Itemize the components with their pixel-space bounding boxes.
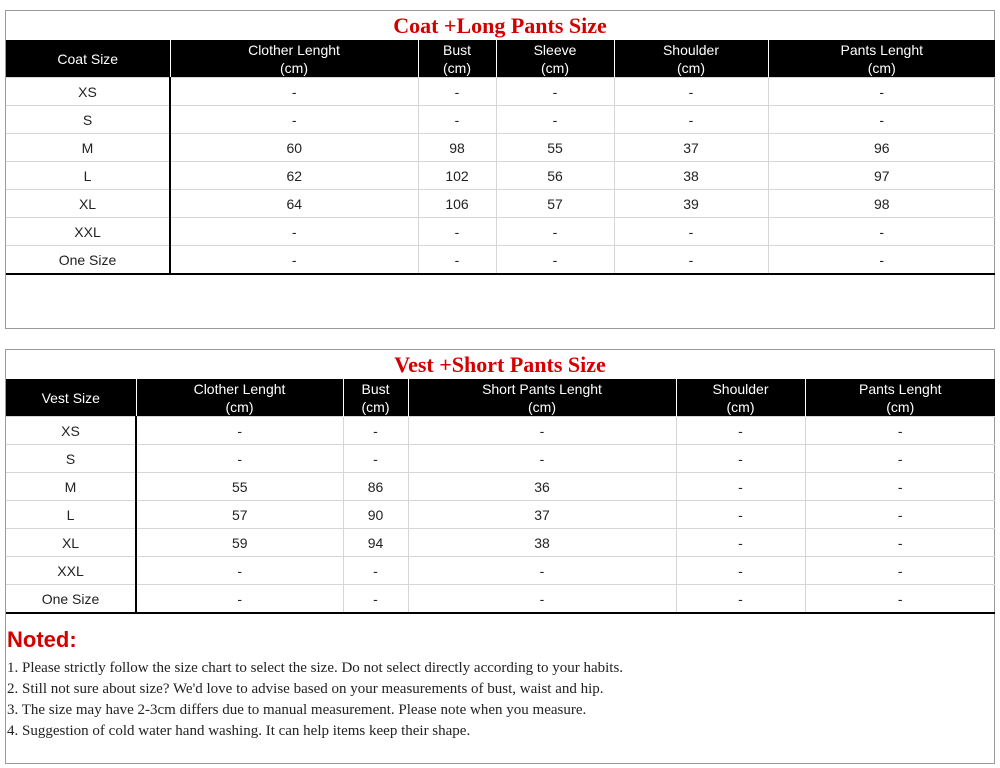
table-cell: 102 xyxy=(418,162,496,190)
table-cell: - xyxy=(408,445,676,473)
table-cell: - xyxy=(676,529,805,557)
table-cell: 57 xyxy=(136,501,343,529)
table-cell: - xyxy=(805,529,995,557)
size-cell: XS xyxy=(6,78,170,106)
table-cell: - xyxy=(496,106,614,134)
table-cell: - xyxy=(496,218,614,246)
table-row xyxy=(6,134,995,162)
table-cell: - xyxy=(768,106,995,134)
coat-size-panel xyxy=(5,10,995,329)
table-row xyxy=(6,78,995,106)
size-cell: XXL xyxy=(6,557,136,585)
coat-header-pants-length: Pants Lenght (cm) xyxy=(768,40,995,78)
table-cell: - xyxy=(418,78,496,106)
table-cell: - xyxy=(136,445,343,473)
size-cell: L xyxy=(6,501,136,529)
table-cell: 86 xyxy=(343,473,408,501)
coat-size-table xyxy=(6,40,995,275)
notes-section xyxy=(6,627,991,742)
table-cell: 56 xyxy=(496,162,614,190)
table-cell: 55 xyxy=(496,134,614,162)
size-cell: L xyxy=(6,162,170,190)
coat-header-size: Coat Size xyxy=(6,40,170,78)
table-cell: 37 xyxy=(614,134,768,162)
table-cell: - xyxy=(676,501,805,529)
table-cell: 62 xyxy=(170,162,418,190)
vest-size-table xyxy=(6,379,995,614)
table-cell: - xyxy=(614,78,768,106)
vest-header-short-pants-length: Short Pants Lenght (cm) xyxy=(408,379,676,417)
table-cell: 37 xyxy=(408,501,676,529)
table-cell: - xyxy=(676,557,805,585)
table-cell: - xyxy=(343,445,408,473)
table-cell: - xyxy=(496,78,614,106)
table-cell: - xyxy=(805,417,995,445)
table-row xyxy=(6,557,995,585)
table-cell: 64 xyxy=(170,190,418,218)
table-cell: - xyxy=(418,218,496,246)
table-cell: - xyxy=(805,585,995,614)
table-cell: - xyxy=(408,585,676,614)
size-cell: S xyxy=(6,445,136,473)
table-cell: 57 xyxy=(496,190,614,218)
size-cell: XL xyxy=(6,190,170,218)
coat-header-sleeve: Sleeve (cm) xyxy=(496,40,614,78)
table-row xyxy=(6,246,995,275)
table-cell: 38 xyxy=(408,529,676,557)
table-row xyxy=(6,218,995,246)
note-line: 3. The size may have 2-3cm differs due to manual measurement. Please note when you measure. xyxy=(7,702,587,718)
table-cell: - xyxy=(805,557,995,585)
table-cell: - xyxy=(676,585,805,614)
vest-header-pants-length: Pants Lenght (cm) xyxy=(805,379,995,417)
table-cell: - xyxy=(170,246,418,275)
table-cell: - xyxy=(343,585,408,614)
table-cell: - xyxy=(170,218,418,246)
size-cell: One Size xyxy=(6,585,136,614)
table-row xyxy=(6,417,995,445)
table-cell: 98 xyxy=(418,134,496,162)
table-cell: - xyxy=(408,417,676,445)
table-cell: - xyxy=(418,246,496,275)
table-cell: 97 xyxy=(768,162,995,190)
size-cell: XS xyxy=(6,417,136,445)
table-cell: 94 xyxy=(343,529,408,557)
note-line: 2. Still not sure about size? We'd love to advise based on your measurements of bust, waist and hip. xyxy=(7,681,604,697)
table-cell: - xyxy=(408,557,676,585)
table-row xyxy=(6,585,995,614)
table-cell: 106 xyxy=(418,190,496,218)
table-cell: - xyxy=(343,417,408,445)
size-cell: M xyxy=(6,134,170,162)
note-line: 1. Please strictly follow the size chart to select the size. Do not select directly according to your habits. xyxy=(7,660,624,676)
table-cell: 98 xyxy=(768,190,995,218)
table-cell: 90 xyxy=(343,501,408,529)
table-cell: - xyxy=(614,218,768,246)
table-cell: - xyxy=(805,501,995,529)
table-row xyxy=(6,529,995,557)
table-cell: - xyxy=(676,473,805,501)
table-row xyxy=(6,473,995,501)
table-cell: - xyxy=(768,218,995,246)
table-cell: - xyxy=(768,246,995,275)
size-cell: S xyxy=(6,106,170,134)
note-line: 4. Suggestion of cold water hand washing. It can help items keep their shape. xyxy=(7,723,471,739)
table-row xyxy=(6,106,995,134)
vest-table-title: Vest +Short Pants Size xyxy=(394,352,606,377)
size-cell: M xyxy=(6,473,136,501)
notes-title: Noted: xyxy=(7,627,77,652)
size-cell: One Size xyxy=(6,246,170,275)
coat-table-title: Coat +Long Pants Size xyxy=(393,13,607,38)
table-row xyxy=(6,190,995,218)
size-cell: XL xyxy=(6,529,136,557)
table-row xyxy=(6,501,995,529)
table-cell: - xyxy=(496,246,614,275)
size-cell: XXL xyxy=(6,218,170,246)
coat-header-length: Clother Lenght (cm) xyxy=(170,40,418,78)
table-cell: 38 xyxy=(614,162,768,190)
vest-header-shoulder: Shoulder (cm) xyxy=(676,379,805,417)
table-cell: - xyxy=(676,417,805,445)
table-cell: - xyxy=(343,557,408,585)
table-cell: - xyxy=(136,557,343,585)
table-cell: - xyxy=(136,585,343,614)
vest-size-panel xyxy=(5,349,995,764)
table-cell: 60 xyxy=(170,134,418,162)
table-cell: - xyxy=(805,473,995,501)
vest-header-size: Vest Size xyxy=(6,379,136,417)
coat-header-bust: Bust (cm) xyxy=(418,40,496,78)
table-cell: 55 xyxy=(136,473,343,501)
coat-header-row xyxy=(6,40,995,78)
table-cell: - xyxy=(170,78,418,106)
table-cell: - xyxy=(614,106,768,134)
table-cell: - xyxy=(805,445,995,473)
coat-header-shoulder: Shoulder (cm) xyxy=(614,40,768,78)
table-cell: 39 xyxy=(614,190,768,218)
table-cell: - xyxy=(170,106,418,134)
table-cell: - xyxy=(676,445,805,473)
vest-header-row xyxy=(6,379,995,417)
table-cell: 96 xyxy=(768,134,995,162)
table-cell: - xyxy=(136,417,343,445)
table-cell: 36 xyxy=(408,473,676,501)
table-row xyxy=(6,445,995,473)
vest-header-length: Clother Lenght (cm) xyxy=(136,379,343,417)
table-cell: - xyxy=(768,78,995,106)
table-cell: 59 xyxy=(136,529,343,557)
table-cell: - xyxy=(418,106,496,134)
table-cell: - xyxy=(614,246,768,275)
vest-header-bust: Bust (cm) xyxy=(343,379,408,417)
table-row xyxy=(6,162,995,190)
